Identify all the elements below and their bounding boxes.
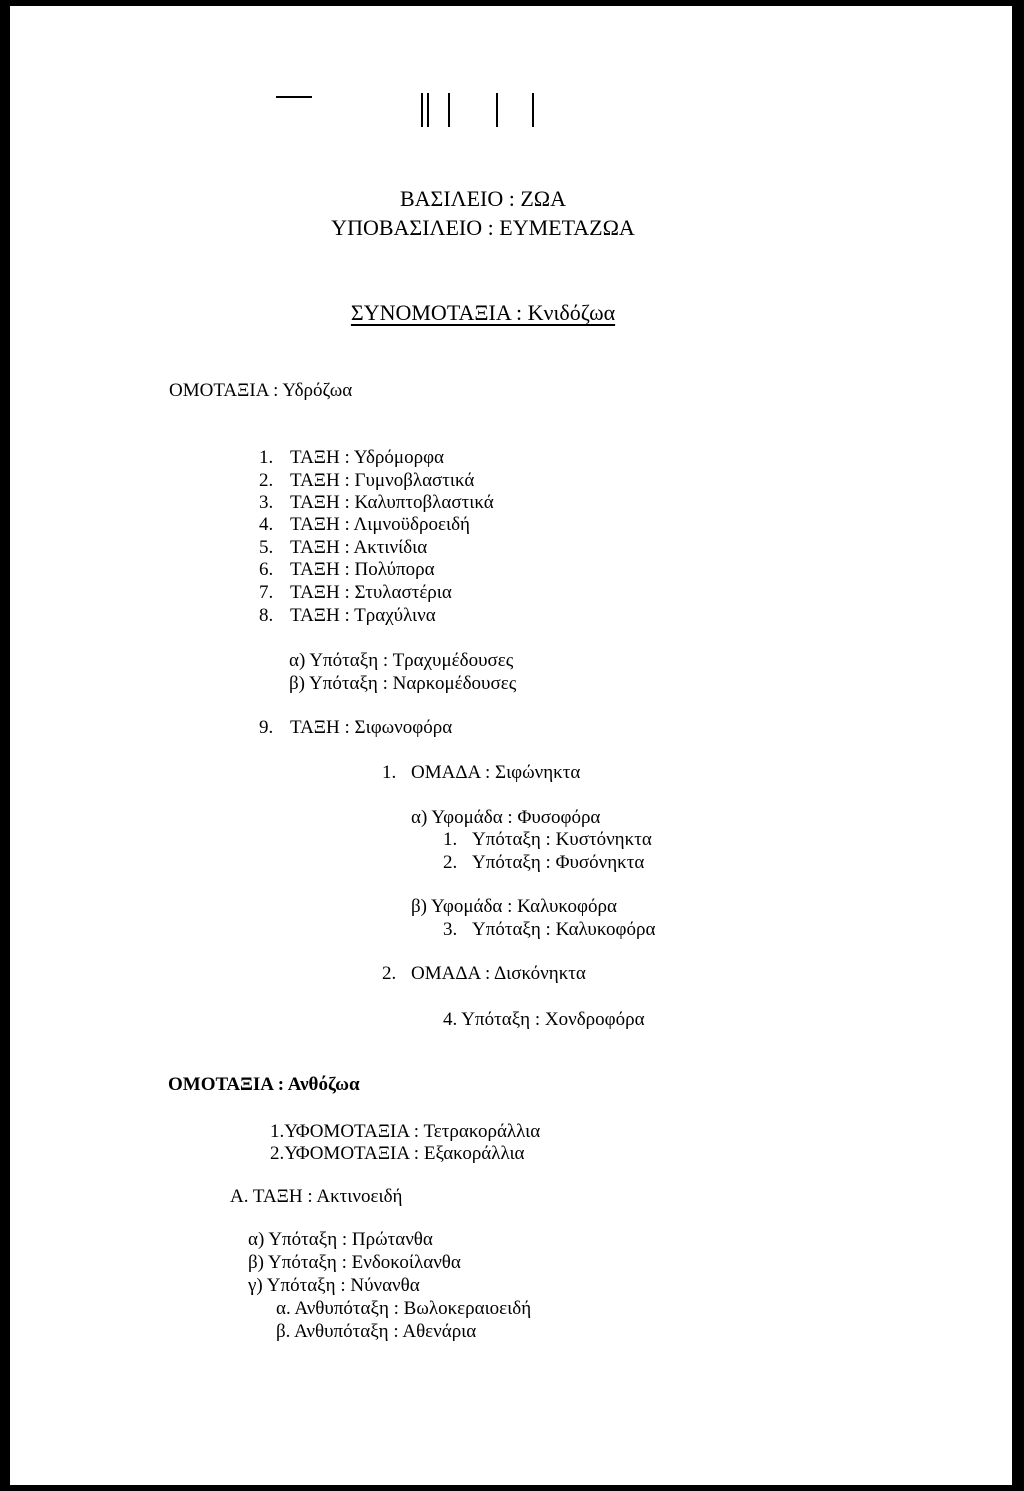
- order-item: Α. ΤΑΞΗ : Ακτινοειδή: [230, 1186, 403, 1207]
- suborder-number: 2.: [443, 852, 458, 873]
- order-number: 8.: [259, 605, 274, 626]
- order-number: 3.: [259, 492, 274, 513]
- suborder-item: Υπόταξη : Κυστόνηκτα: [472, 829, 652, 850]
- subgroup-item: α) Υφομάδα : Φυσοφόρα: [411, 807, 601, 828]
- subclass-item: 1.ΥΦΟΜΟΤΑΞΙΑ : Τετρακοράλλια: [270, 1121, 541, 1142]
- class-hydrozoa-title: ΟΜΟΤΑΞΙΑ : Υδρόζωα: [169, 380, 353, 401]
- order-number: 7.: [259, 582, 274, 603]
- class-anthozoa-title: ΟΜΟΤΑΞΙΑ : Ανθόζωα: [168, 1074, 360, 1095]
- order-item: ΤΑΞΗ : Ακτινίδια: [290, 537, 428, 558]
- scan-mark: [421, 93, 423, 127]
- order-number: 2.: [259, 470, 274, 491]
- order-number: 6.: [259, 559, 274, 580]
- order-item: ΤΑΞΗ : Στυλαστέρια: [290, 582, 452, 603]
- scan-mark: [532, 93, 534, 127]
- order-item: ΤΑΞΗ : Λιμνοϋδροειδή: [290, 514, 470, 535]
- subgroup-item: β) Υφομάδα : Καλυκοφόρα: [411, 896, 617, 917]
- infraorder-item: β. Ανθυπόταξη : Αθενάρια: [276, 1321, 477, 1342]
- group-item: ΟΜΑΔΑ : Δισκόνηκτα: [411, 963, 586, 984]
- group-number: 1.: [382, 762, 397, 783]
- order-number: 9.: [259, 717, 274, 738]
- scan-mark: [427, 93, 429, 127]
- suborder-number: 1.: [443, 829, 458, 850]
- group-item: ΟΜΑΔΑ : Σιφώνηκτα: [411, 762, 581, 783]
- subclass-item: 2.ΥΦΟΜΟΤΑΞΙΑ : Εξακοράλλια: [270, 1143, 525, 1164]
- scan-mark: [448, 93, 450, 127]
- order-item: ΤΑΞΗ : Γυμνοβλαστικά: [290, 470, 475, 491]
- kingdom-heading: ΒΑΣΙΛΕΙΟ : ΖΩΑ: [399, 186, 567, 211]
- order-item: ΤΑΞΗ : Υδρόμορφα: [290, 447, 444, 468]
- suborder-item: Υπόταξη : Φυσόνηκτα: [472, 852, 645, 873]
- suborder-item: β) Υπόταξη : Ναρκομέδουσες: [289, 673, 517, 694]
- infraorder-item: α. Ανθυπόταξη : Βωλοκεραιοειδή: [276, 1298, 532, 1319]
- order-item: ΤΑΞΗ : Καλυπτοβλαστικά: [290, 492, 494, 513]
- order-number: 1.: [259, 447, 274, 468]
- order-item: ΤΑΞΗ : Σιφωνοφόρα: [290, 717, 453, 738]
- order-number: 4.: [259, 514, 274, 535]
- suborder-item: Υπόταξη : Καλυκοφόρα: [472, 919, 656, 940]
- phylum-heading: ΣΥΝΟΜΟΤΑΞΙΑ : Κνιδόζωα: [350, 300, 616, 325]
- subkingdom-heading: ΥΠΟΒΑΣΙΛΕΙΟ : ΕΥΜΕΤΑΖΩΑ: [331, 215, 635, 240]
- suborder-item: γ) Υπόταξη : Νύνανθα: [248, 1275, 420, 1296]
- scan-mark: [276, 96, 312, 98]
- order-number: 5.: [259, 537, 274, 558]
- suborder-number: 3.: [443, 919, 458, 940]
- group-number: 2.: [382, 963, 397, 984]
- suborder-item: α) Υπόταξη : Τραχυμέδουσες: [289, 650, 514, 671]
- order-item: ΤΑΞΗ : Πολύπορα: [290, 559, 435, 580]
- scan-mark: [496, 93, 498, 127]
- suborder-item: β) Υπόταξη : Ενδοκοίλανθα: [248, 1252, 461, 1273]
- suborder-item: α) Υπόταξη : Πρώτανθα: [248, 1229, 433, 1250]
- order-item: ΤΑΞΗ : Τραχύλινα: [290, 605, 436, 626]
- suborder-item: 4. Υπόταξη : Χονδροφόρα: [443, 1009, 645, 1030]
